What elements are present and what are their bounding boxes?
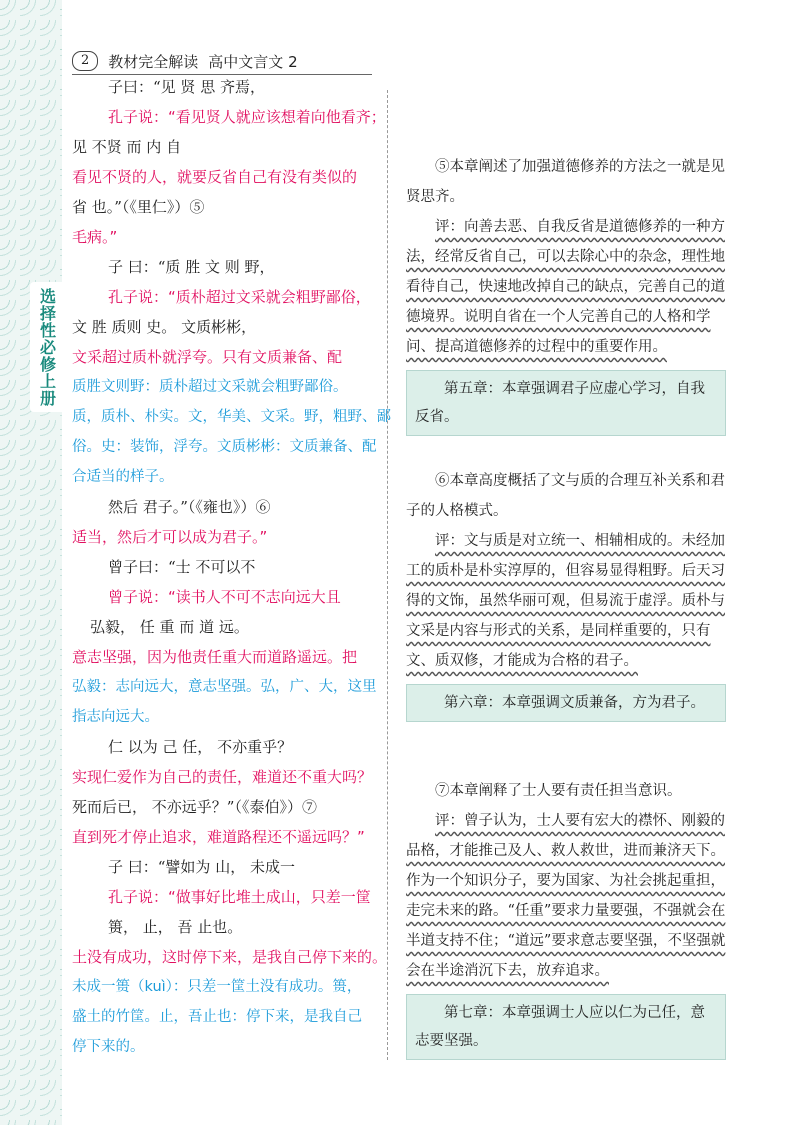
original-text-column [72,72,391,1062]
note-5 [406,152,726,436]
annotation-line: 弘毅：志向远大，意志坚强。弘，广、大，这里 [72,679,377,695]
column-divider [387,90,388,1060]
note-comment: 评：曾子认为，士人要有宏大的襟怀、刚毅的品格，才能推己及人、救人救世，进而兼济天下。作为一个知识分子，要为国家、为社会挑起重担，走完未来的路。“任重”要求力量要强，不强就会在半道支持不住；“道远”要求意志要坚强，不坚强就会在半途消沉下去，放弃追求。 [406,813,726,979]
annotation-line: 质胜文则野：质朴超过文采就会粗野鄙俗。 [72,379,348,395]
decorative-margin [0,0,62,1125]
original-text-line: 子 曰：“譬如为 山， 未成一 [108,858,295,876]
note-comment: 评：向善去恶、自我反省是道德修养的一种方法，经常反省自己，可以去除心中的杂念，理性地看待自己，快速地改掉自己的缺点，完善自己的道德境界。说明自省在一个人完善自己的人格和学问、提高道德修养的过程中的重要作用。 [406,219,725,355]
page-number: 2 [72,51,98,71]
translation-line: 土没有成功，这时停下来，是我自己停下来的。 [72,948,388,966]
translation-line: 意志坚强，因为他责任重大而道路遥远。把 [72,648,358,666]
translation-line: 曾子说：“读书人不可不志向远大且 [108,588,341,606]
original-text-line: 子曰：“见 贤 思 齐焉， [108,78,265,96]
translation-line: 直到死才停止追求，难道路程还不遥远吗？” [72,828,365,846]
volume-side-tab [30,282,64,412]
original-text-line: 见 不贤 而 内 自 [72,138,182,156]
translation-line: 孔子说：“质朴超过文采就会粗野鄙俗， [108,288,371,306]
original-text-line: 曾子曰：“士 不可以不 [108,558,256,576]
chapter-summary: 第五章：本章强调君子应虚心学习，自我反省。 [406,370,726,436]
notes-column [406,150,726,1060]
translation-line: 文采超过质朴就浮夸。只有文质兼备、配 [72,348,343,366]
translation-line: 适当，然后才可以成为君子。” [72,528,268,546]
translation-line: 看见不贤的人，就要反省自己有没有类似的 [72,168,358,186]
note-6 [406,466,726,722]
original-text-line: 文 胜 质则 史。 文质彬彬， [72,318,257,336]
annotation-line: 质，质朴、朴实。文，华美、文采。野，粗野、鄙 [72,409,391,425]
original-text-line: 篑， 止， 吾 止也。 [108,918,243,936]
original-text-line: 仁 以为 己 任， 不亦重乎？ [108,738,293,756]
chapter-summary: 第六章：本章强调文质兼备，方为君子。 [406,684,726,722]
translation-line: 孔子说：“做事好比堆土成山，只差一筐 [108,888,371,906]
original-text-line: 省 也。”（《里仁》）⑤ [72,198,205,216]
note-lead: ⑦本章阐释了士人要有责任担当意识。 [435,783,682,799]
original-text-line: 子 曰：“质 胜 文 则 野， [108,258,275,276]
annotation-line: 停下来的。 [72,1039,145,1055]
original-text-line: 弘毅， 任 重 而 道 远。 [90,618,249,636]
translation-line: 实现仁爱作为自己的责任，难道还不重大吗？ [72,768,373,786]
note-lead: ⑥本章高度概括了文与质的合理互补关系和君子的人格模式。 [406,473,725,519]
annotation-line: 盛土的竹筐。止，吾止也：停下来，是我自己 [72,1009,362,1025]
subject-title: 高中文言文 2 [208,52,298,71]
note-7 [406,776,726,1060]
page-header [72,50,298,72]
translation-line: 孔子说：“看见贤人就应该想着向他看齐； [108,108,386,126]
note-comment: 评：文与质是对立统一、相辅相成的。未经加工的质朴是朴实淳厚的，但容易显得粗野。后天习得的文饰，虽然华丽可观，但易流于虚浮。质朴与文采是内容与形式的关系，是同样重要的，只有文、质双修，才能成为合格的君子。 [406,533,725,669]
original-text-line: 死而后已， 不亦远乎？”（《泰伯》）⑦ [72,798,317,816]
volume-label: 选择性必修上册 [37,287,57,407]
annotation-line: 俗。史：装饰，浮夸。文质彬彬：文质兼备、配 [72,439,377,455]
note-lead: ⑤本章阐述了加强道德修养的方法之一就是见贤思齐。 [406,159,725,205]
translation-line: 毛病。” [72,228,118,246]
original-text-line: 然后 君子。”（《雍也》）⑥ [108,498,271,516]
chapter-summary: 第七章：本章强调士人应以仁为己任，意志要坚强。 [406,994,726,1060]
book-title: 教材完全解读 [108,52,199,71]
annotation-line: 指志向远大。 [72,709,159,725]
annotation-line: 合适当的样子。 [72,469,174,485]
annotation-line: 未成一篑（kuì）：只差一筐土没有成功。篑， [72,979,362,995]
